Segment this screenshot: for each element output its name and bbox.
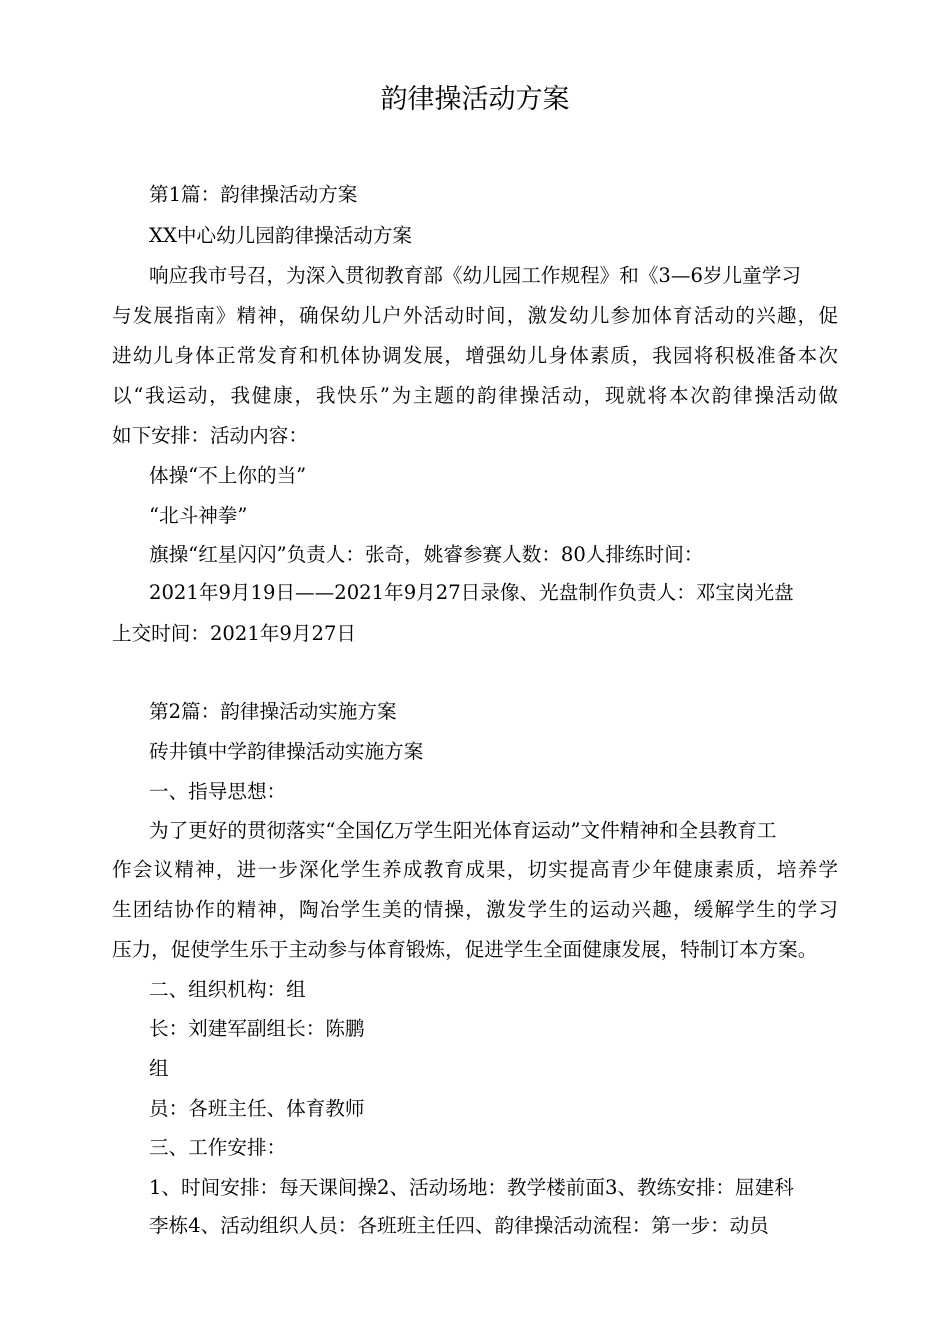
article1-para1-line3: 进幼儿身体正常发育和机体协调发展，增强幼儿身体素质，我园将积极准备本次 xyxy=(112,344,838,367)
article2-line-d: 1、时间安排：每天课间操2、活动场地：教学楼前面3、教练安排：屈建科 xyxy=(149,1176,794,1199)
article2-line-a: 长：刘建军副组长：陈鹏 xyxy=(149,1017,365,1040)
article1-heading: 第1篇：韵律操活动方案 xyxy=(149,183,358,206)
article2-section1: 一、指导思想： xyxy=(149,780,287,803)
article2-para1-line4: 压力，促使学生乐于主动参与体育锻炼，促进学生全面健康发展，特制订本方案。 xyxy=(112,938,818,961)
article2-section2: 二、组织机构：组 xyxy=(149,978,306,1001)
article1-item3: 旗操“红星闪闪”负责人：张奇，姚睿参赛人数：80人排练时间： xyxy=(149,543,704,566)
article1-para1-line5: 如下安排：活动内容： xyxy=(112,424,308,447)
article2-para1-line1: 为了更好的贯彻落实“全国亿万学生阳光体育运动”文件精神和全县教育工 xyxy=(149,819,777,842)
article2-para1-line3: 生团结协作的精神，陶冶学生美的情操，激发学生的运动兴趣，缓解学生的学习 xyxy=(112,898,838,921)
article1-para1-line1: 响应我市号召，为深入贯彻教育部《幼儿园工作规程》和《3—6岁儿童学习 xyxy=(149,264,801,287)
article2-heading: 第2篇：韵律操活动实施方案 xyxy=(149,700,397,723)
article1-para2-line1: 2021年9月19日——2021年9月27日录像、光盘制作负责人：邓宝岗光盘 xyxy=(149,581,794,604)
article2-section3: 三、工作安排： xyxy=(149,1136,287,1159)
document-title: 韵律操活动方案 xyxy=(380,84,570,115)
article1-para2-line2: 上交时间：2021年9月27日 xyxy=(112,622,357,645)
article2-subheading: 砖井镇中学韵律操活动实施方案 xyxy=(149,740,424,763)
article1-subheading: XX中心幼儿园韵律操活动方案 xyxy=(149,224,413,247)
article1-para1-line2: 与发展指南》精神，确保幼儿户外活动时间，激发幼儿参加体育活动的兴趣，促 xyxy=(112,304,838,327)
article2-line-e: 李栋4、活动组织人员：各班班主任四、韵律操活动流程：第一步：动员 xyxy=(149,1214,769,1237)
article2-line-b: 组 xyxy=(149,1057,169,1080)
article1-item2: “北斗神拳” xyxy=(149,504,248,527)
article2-line-c: 员：各班主任、体育教师 xyxy=(149,1097,365,1120)
article1-para1-line4: 以“我运动，我健康，我快乐”为主题的韵律操活动，现就将本次韵律操活动做 xyxy=(112,384,838,407)
article1-item1: 体操“不上你的当” xyxy=(149,464,307,487)
article2-para1-line2: 作会议精神，进一步深化学生养成教育成果，切实提高青少年健康素质，培养学 xyxy=(112,858,838,881)
